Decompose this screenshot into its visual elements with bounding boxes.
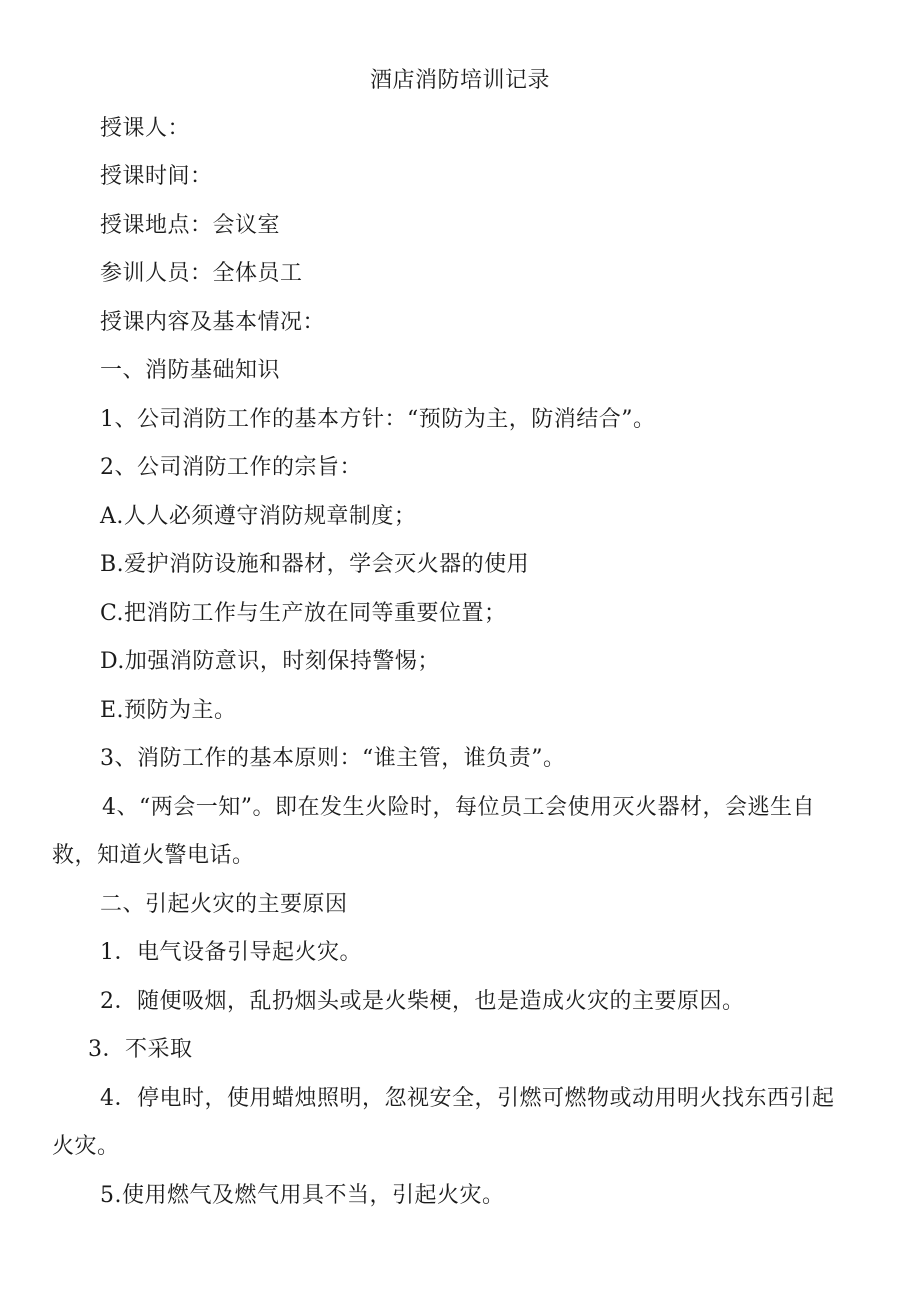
participants-line: 参训人员：全体员工 <box>100 261 303 286</box>
list-item: 4．停电时，使用蜡烛照明，忽视安全，引燃可燃物或动用明火找东西引起 <box>100 1086 835 1111</box>
content-heading: 授课内容及基本情况： <box>100 310 326 335</box>
list-item: 4、“两会一知”。即在发生火险时，每位员工会使用灭火器材，会逃生自 <box>102 795 815 820</box>
time-line: 授课时间： <box>100 164 213 189</box>
list-item: A.人人必须遵守消防规章制度； <box>100 504 417 529</box>
document-title: 酒店消防培训记录 <box>369 68 550 93</box>
list-item: C.把消防工作与生产放在同等重要位置； <box>100 601 507 626</box>
list-item-continuation: 救，知道火警电话。 <box>52 843 255 868</box>
list-item: 1．电气设备引导起火灾。 <box>100 940 362 965</box>
list-item-continuation: 火灾。 <box>52 1134 120 1159</box>
location-line: 授课地点：会议室 <box>100 213 281 238</box>
list-item: D.加强消防意识，时刻保持警惕； <box>100 649 440 674</box>
list-item: 3．不采取 <box>88 1037 193 1062</box>
instructor-line: 授课人： <box>100 116 191 141</box>
list-item: 3、消防工作的基本原则：“谁主管，谁负责”。 <box>100 746 566 771</box>
section-heading-2: 二、引起火灾的主要原因 <box>100 892 348 917</box>
list-item: E.预防为主。 <box>100 698 237 723</box>
list-item: 2．随便吸烟，乱扔烟头或是火柴梗，也是造成火灾的主要原因。 <box>100 989 745 1014</box>
list-item: 2、公司消防工作的宗旨： <box>100 455 362 480</box>
section-heading-1: 一、消防基础知识 <box>100 358 281 383</box>
list-item: B.爱护消防设施和器材，学会灭火器的使用 <box>100 552 530 577</box>
list-item: 5.使用燃气及燃气用具不当，引起火灾。 <box>100 1183 505 1208</box>
list-item: 1、公司消防工作的基本方针：“预防为主，防消结合”。 <box>100 407 656 432</box>
